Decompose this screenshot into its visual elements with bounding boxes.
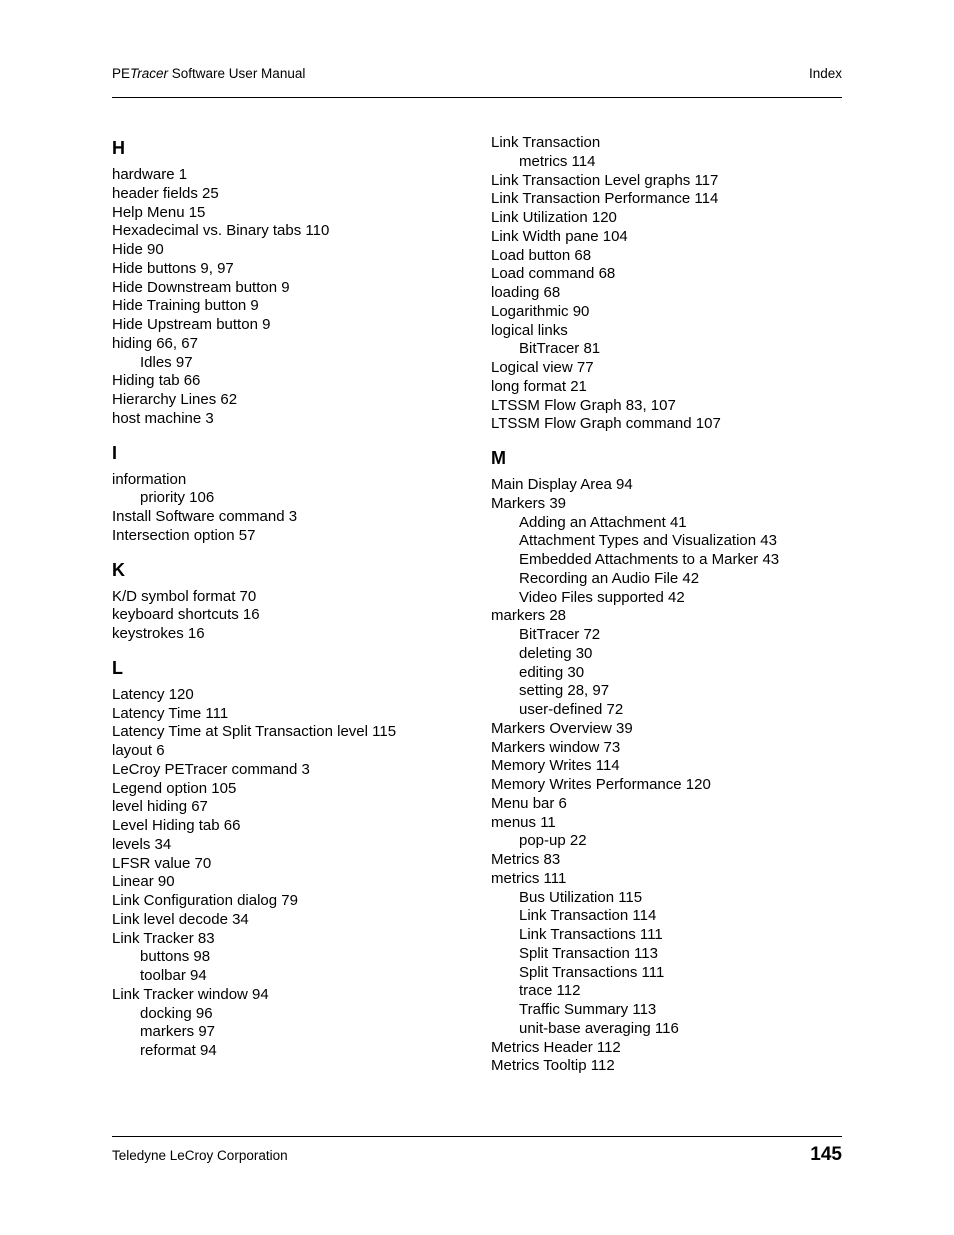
index-entry: Hide Upstream button 9: [112, 316, 271, 333]
index-entry: Main Display Area 94: [491, 476, 633, 493]
title-italic: Tracer: [130, 66, 169, 81]
index-subentry: Split Transactions 111: [519, 963, 665, 981]
index-subentry: Adding an Attachment 41: [519, 513, 687, 531]
index-entry: Load command 68: [491, 265, 616, 283]
index-subentry: buttons 98: [140, 948, 211, 966]
index-entry: K/D symbol format 70: [112, 587, 257, 605]
index-subentry: unit-base averaging 116: [519, 1019, 679, 1037]
index-column-right: [491, 134, 831, 1088]
index-entry: Metrics 83: [491, 851, 561, 868]
index-entry: Memory Writes Performance 120: [491, 776, 711, 793]
index-subentry: deleting 30: [519, 644, 593, 662]
index-entry: header fields 25: [112, 184, 219, 202]
index-subentry: Link Transaction 114: [519, 907, 657, 925]
index-entry: Markers 39: [491, 494, 567, 512]
section-letter-heading: M: [491, 448, 506, 468]
index-subentry: pop-up 22: [519, 832, 587, 850]
index-subentry: reformat 94: [140, 1042, 217, 1059]
index-entry: host machine 3: [112, 409, 214, 427]
index-subentry: priority 106: [140, 489, 215, 507]
index-entry: Latency Time at Split Transaction level 115: [112, 723, 397, 741]
index-section: [491, 134, 831, 434]
title-suffix: Software User Manual: [168, 66, 306, 81]
index-section: [112, 136, 452, 429]
index-entry: Link level decode 34: [112, 910, 249, 928]
index-entry: Link Configuration dialog 79: [112, 892, 298, 909]
index-entry: Latency 120: [112, 685, 194, 703]
index-subentry: Embedded Attachments to a Marker 43: [519, 551, 780, 568]
index-entry: Metrics Tooltip 112: [491, 1057, 615, 1075]
page-footer: [112, 1144, 842, 1168]
index-subentry: Split Transaction 113: [519, 944, 658, 962]
index-subentry: Link Transactions 111: [519, 926, 663, 943]
index-entry: logical links: [491, 321, 568, 339]
index-entry: Link Transaction Level graphs 117: [491, 171, 719, 189]
index-entry: Hide buttons 9, 97: [112, 259, 234, 277]
index-subentry: Traffic Summary 113: [519, 1001, 657, 1018]
index-entry: metrics 111: [491, 869, 567, 887]
index-subentry: Bus Utilization 115: [519, 888, 643, 906]
index-entry: Link Width pane 104: [491, 227, 628, 245]
index-entry: Hide 90: [112, 241, 164, 258]
index-entry: Level Hiding tab 66: [112, 817, 241, 834]
section-letter-heading: K: [112, 559, 125, 580]
index-subentry: Attachment Types and Visualization 43: [519, 532, 777, 550]
section-letter-heading: I: [112, 442, 118, 463]
index-section: [112, 558, 452, 644]
index-section: [112, 441, 452, 546]
index-subentry: setting 28, 97: [519, 682, 610, 700]
index-entry: levels 34: [112, 835, 172, 853]
index-entry: Linear 90: [112, 873, 175, 891]
index-entry: information: [112, 470, 187, 488]
page-number: 145: [810, 1144, 842, 1165]
index-entry: layout 6: [112, 742, 165, 759]
index-entry: menus 11: [491, 813, 556, 831]
index-entry: Memory Writes 114: [491, 757, 620, 775]
index-section: [112, 656, 452, 1061]
index-subentry: editing 30: [519, 663, 585, 681]
title-prefix: PE: [112, 66, 131, 81]
index-entry: Markers window 73: [491, 738, 621, 756]
index-entry: markers 28: [491, 607, 567, 625]
index-subentry: trace 112: [519, 982, 581, 1000]
index-entry: Link Tracker 83: [112, 929, 215, 947]
index-subentry: Video Files supported 42: [519, 588, 685, 606]
index-entry: LeCroy PETracer command 3: [112, 760, 310, 778]
index-entry: Link Utilization 120: [491, 209, 617, 226]
index-entry: LTSSM Flow Graph command 107: [491, 415, 721, 433]
index-entry: Logical view 77: [491, 359, 594, 376]
company-name: Teledyne LeCroy Corporation: [112, 1148, 288, 1163]
index-entry: Hide Downstream button 9: [112, 278, 290, 296]
index-subentry: markers 97: [140, 1023, 216, 1041]
index-column-left: [112, 134, 452, 1073]
section-letter-heading: L: [112, 657, 123, 678]
manual-title: [112, 66, 305, 81]
index-entry: keyboard shortcuts 16: [112, 606, 260, 624]
index-entry: Link Transaction: [491, 134, 601, 151]
page-header: [112, 66, 842, 86]
footer-divider: [112, 1136, 842, 1137]
index-entry: Hiding tab 66: [112, 372, 201, 390]
index-entry: Latency Time 111: [112, 704, 229, 722]
index-entry: Intersection option 57: [112, 526, 256, 544]
index-entry: LFSR value 70: [112, 854, 212, 872]
index-entry: keystrokes 16: [112, 625, 205, 642]
index-entry: Logarithmic 90: [491, 302, 590, 320]
index-entry: long format 21: [491, 377, 587, 395]
index-section: [491, 446, 831, 1076]
index-entry: Hide Training button 9: [112, 297, 259, 315]
header-divider: [112, 97, 842, 98]
index-entry: Link Transaction Performance 114: [491, 190, 719, 208]
index-entry: Help Menu 15: [112, 203, 206, 221]
index-entry: LTSSM Flow Graph 83, 107: [491, 396, 676, 414]
index-entry: Link Tracker window 94: [112, 985, 269, 1003]
index-entry: Legend option 105: [112, 779, 237, 797]
index-subentry: toolbar 94: [140, 967, 207, 984]
index-entry: Install Software command 3: [112, 508, 298, 525]
index-entry: Hierarchy Lines 62: [112, 391, 238, 408]
section-name: Index: [808, 66, 842, 81]
index-entry: Metrics Header 112: [491, 1038, 621, 1056]
index-entry: Load button 68: [491, 246, 592, 264]
index-entry: Menu bar 6: [491, 794, 567, 812]
index-subentry: BitTracer 81: [519, 340, 601, 358]
section-letter-heading: H: [112, 138, 125, 158]
index-subentry: BitTracer 72: [519, 626, 601, 643]
index-entry: hiding 66, 67: [112, 334, 198, 352]
index-entry: loading 68: [491, 284, 561, 301]
index-subentry: user-defined 72: [519, 701, 624, 718]
index-entry: Hexadecimal vs. Binary tabs 110: [112, 222, 330, 240]
index-subentry: docking 96: [140, 1004, 213, 1022]
index-subentry: Recording an Audio File 42: [519, 569, 700, 587]
index-entry: hardware 1: [112, 166, 188, 183]
index-entry: Markers Overview 39: [491, 719, 633, 737]
index-subentry: Idles 97: [140, 353, 193, 371]
index-entry: level hiding 67: [112, 798, 208, 816]
index-subentry: metrics 114: [519, 152, 596, 170]
